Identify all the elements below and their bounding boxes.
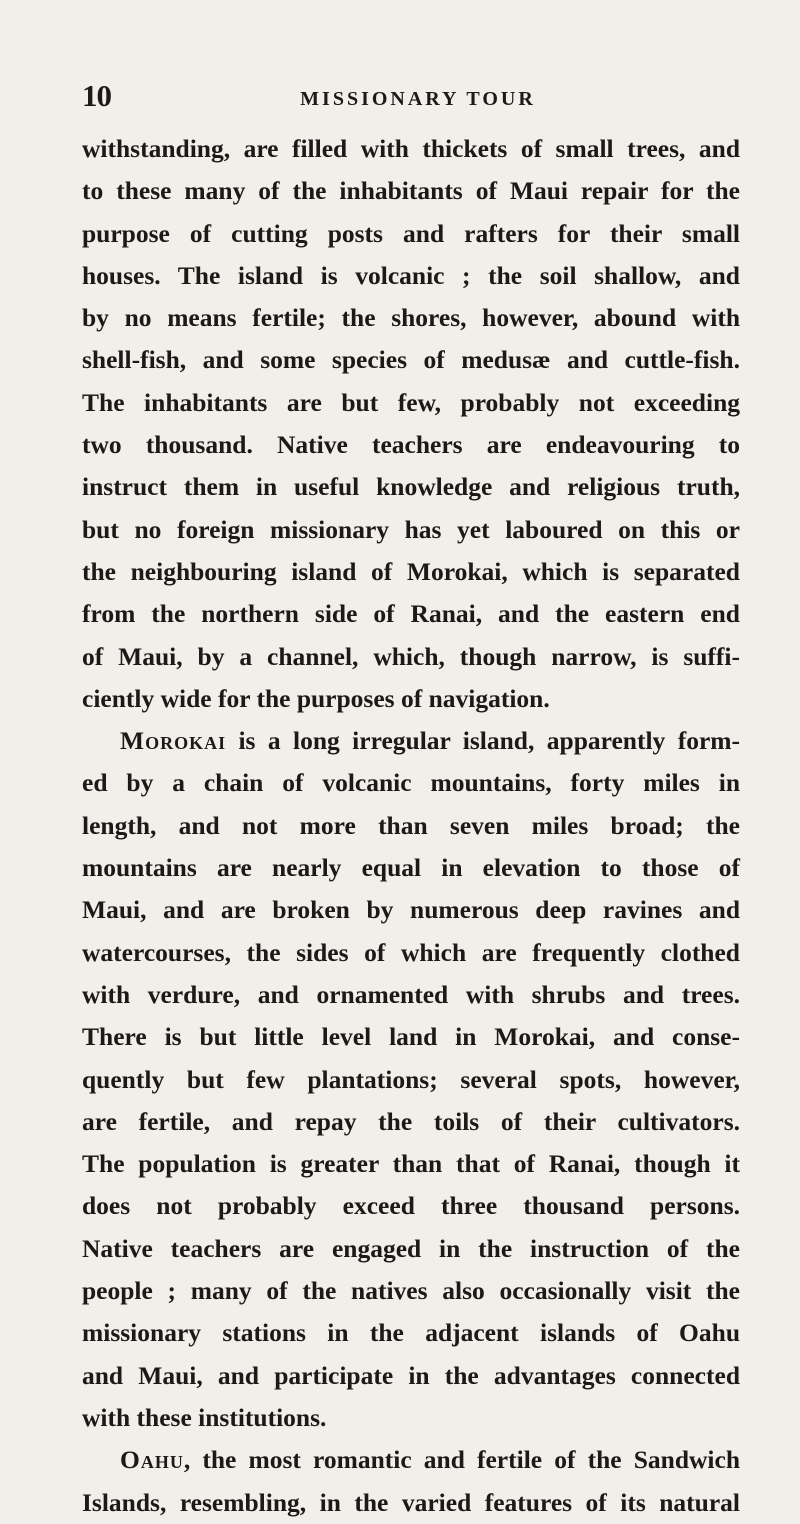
text-line <box>82 593 740 635</box>
section-lead-word: Oahu <box>120 1445 184 1475</box>
text-line <box>82 382 740 424</box>
text-line <box>82 974 740 1016</box>
text-line <box>82 509 740 551</box>
line-text: houses. The island is volcanic ; the soil shallow, and <box>82 260 740 290</box>
text-line <box>82 1059 740 1101</box>
line-text: with verdure, and ornamented with shrubs and trees. <box>82 979 740 1009</box>
text-line <box>82 424 740 466</box>
line-text: does not probably exceed three thousand persons. <box>82 1191 740 1221</box>
running-head: MISSIONARY TOUR <box>300 88 536 110</box>
line-text: to these many of the inhabitants of Maui repair for the <box>82 176 740 206</box>
line-text: length, and not more than seven miles broad; the <box>82 810 740 840</box>
text-line <box>82 1185 740 1227</box>
text-line <box>82 636 740 678</box>
line-text: ciently wide for the purposes of navigation. <box>82 683 550 713</box>
line-text: There is but little level land in Morokai, and conse- <box>82 1022 740 1052</box>
line-text: Maui, and are broken by numerous deep ravines and <box>82 895 740 925</box>
line-text: quently but few plantations; several spots, however, <box>82 1064 740 1094</box>
text-line <box>82 889 740 931</box>
line-text: from the northern side of Ranai, and the eastern end <box>82 599 740 629</box>
section-lead-word: Morokai <box>120 726 227 756</box>
line-text: people ; many of the natives also occasionally visit the <box>82 1276 740 1306</box>
text-line <box>82 1482 740 1524</box>
text-line <box>82 1228 740 1270</box>
text-line <box>82 762 740 804</box>
line-text: the neighbouring island of Morokai, which is separated <box>82 556 740 586</box>
line-text: shell-fish, and some species of medusæ and cuttle-fish. <box>82 345 740 375</box>
text-line <box>82 297 740 339</box>
line-text: watercourses, the sides of which are frequently clothed <box>82 937 740 967</box>
line-text: missionary stations in the adjacent islands of Oahu <box>82 1318 740 1348</box>
text-line <box>82 170 740 212</box>
line-text: with these institutions. <box>82 1402 327 1432</box>
text-line <box>82 339 740 381</box>
line-text: Native teachers are engaged in the instruction of the <box>82 1233 740 1263</box>
text-line <box>82 847 740 889</box>
text-line <box>82 551 740 593</box>
line-text: of Maui, by a channel, which, though narrow, is suffi- <box>82 641 740 671</box>
line-text: mountains are nearly equal in elevation to those of <box>82 853 740 883</box>
line-text: purpose of cutting posts and rafters for their small <box>82 218 740 248</box>
text-line <box>82 1101 740 1143</box>
text-line <box>82 1016 740 1058</box>
text-line <box>82 1439 740 1481</box>
line-text: two thousand. Native teachers are endeavouring to <box>82 430 740 460</box>
line-text: ed by a chain of volcanic mountains, forty miles in <box>82 768 740 798</box>
text-line <box>82 1355 740 1397</box>
body-text <box>82 128 740 1524</box>
line-text: The population is greater than that of Ranai, though it <box>82 1149 740 1179</box>
line-text: , the most romantic and fertile of the Sandwich <box>183 1445 740 1475</box>
text-line <box>82 255 740 297</box>
line-text: Islands, resembling, in the varied features of its natural <box>82 1487 740 1517</box>
text-line <box>82 213 740 255</box>
text-line <box>82 720 740 762</box>
page-number: 10 <box>82 78 111 113</box>
text-line <box>82 1143 740 1185</box>
line-text: are fertile, and repay the toils of their cultivators. <box>82 1106 740 1136</box>
line-text: and Maui, and participate in the advantages connected <box>82 1360 740 1390</box>
line-text: withstanding, are filled with thickets of small trees, and <box>82 134 740 163</box>
text-line <box>82 678 740 720</box>
text-line <box>82 466 740 508</box>
text-line <box>82 1270 740 1312</box>
line-text: but no foreign missionary has yet laboured on this or <box>82 514 740 544</box>
line-text: instruct them in useful knowledge and religious truth, <box>82 472 740 502</box>
line-text: is a long irregular island, apparently form- <box>226 726 740 756</box>
page-header <box>82 78 740 118</box>
text-line <box>82 1397 740 1439</box>
text-line <box>82 932 740 974</box>
text-line <box>82 1312 740 1354</box>
line-text: The inhabitants are but few, probably not exceeding <box>82 387 740 417</box>
text-line <box>82 805 740 847</box>
text-line <box>82 128 740 170</box>
line-text: by no means fertile; the shores, however, abound with <box>82 303 740 333</box>
